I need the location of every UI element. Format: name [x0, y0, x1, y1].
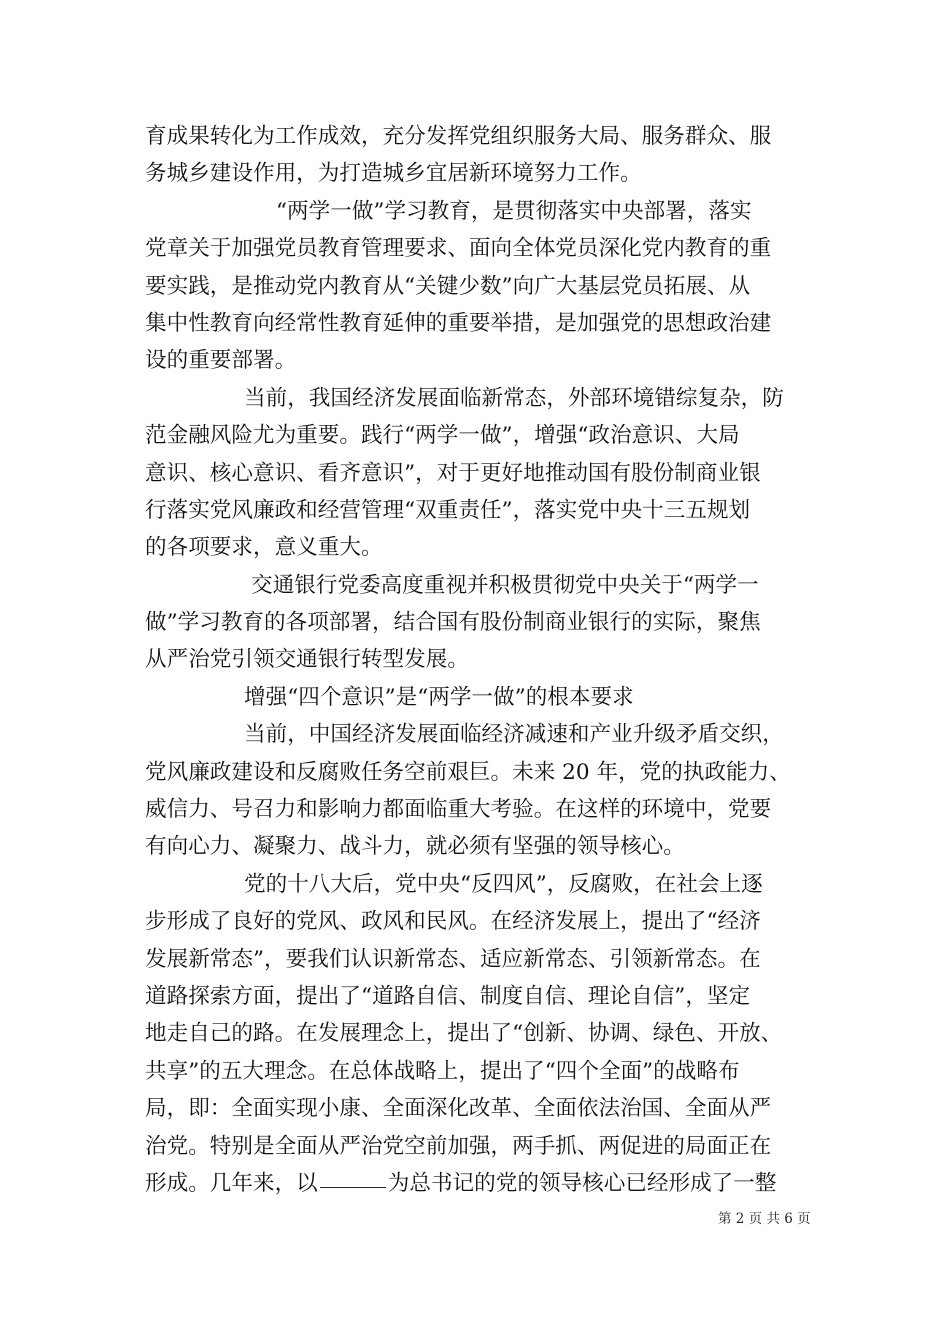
text-line: 党的十八大后，党中央“反四风”，反腐败，在社会上逐 [244, 871, 763, 897]
text-line: 当前，中国经济发展面临经济减速和产业升级矛盾交织， [244, 722, 784, 748]
text-line: 威信力、号召力和影响力都面临重大考验。在这样的环境中，党要 [145, 797, 772, 823]
page-number-footer: 第 2 页 共 6 页 [718, 1211, 811, 1227]
text-line: 党风廉政建设和反腐败任务空前艰巨。未来 20 年，党的执政能力、 [145, 759, 791, 785]
text-line: 做”学习教育的各项部署，结合国有股份制商业银行的实际，聚焦 [145, 610, 761, 636]
text-line: 的各项要求，意义重大。 [145, 535, 383, 561]
section-heading: 增强“四个意识”是“两学一做”的根本要求 [244, 684, 634, 710]
text-line: 范金融风险尤为重要。践行“两学一做”，增强“政治意识、大局 [145, 423, 740, 449]
text-after-blank: 为总书记的党的领导核心已经形成了一整 [387, 1170, 777, 1196]
text-line: 务城乡建设作用，为打造城乡宜居新环境努力工作。 [145, 161, 642, 187]
text-line [145, 1165, 807, 1202]
text-line: 共享”的五大理念。在总体战略上，提出了“四个全面”的战略布 [145, 1058, 740, 1084]
text-line: 当前，我国经济发展面临新常态，外部环境错综复杂，防 [244, 385, 784, 411]
text-line: 治党。特别是全面从严治党空前加强，两手抓、两促进的局面正在 [145, 1133, 772, 1159]
text-line: 道路探索方面，提出了“道路自信、制度自信、理论自信”，坚定 [145, 983, 751, 1009]
text-line: 设的重要部署。 [145, 348, 297, 374]
text-line: 发展新常态”，要我们认识新常态、适应新常态、引领新常态。在 [145, 946, 761, 972]
text-line: “两学一做”学习教育，是贯彻落实中央部署，落实 [276, 198, 752, 224]
text-line: 从严治党引领交通银行转型发展。 [145, 647, 469, 673]
text-line: 步形成了良好的党风、政风和民风。在经济发展上，提出了“经济 [145, 909, 761, 935]
text-line: 要实践，是推动党内教育从“关键少数”向广大基层党员拓展、从 [145, 273, 751, 299]
text-line: 意识、核心意识、看齐意识”，对于更好地推动国有股份制商业银 [145, 460, 761, 486]
text-line: 局，即：全面实现小康、全面深化改革、全面依法治国、全面从严 [145, 1096, 772, 1122]
text-line: 集中性教育向经常性教育延伸的重要举措，是加强党的思想政治建 [145, 310, 772, 336]
document-body [145, 118, 807, 1202]
text-line: 育成果转化为工作成效，充分发挥党组织服务大局、服务群众、服 [145, 124, 772, 149]
text-line: 行落实党风廉政和经营管理“双重责任”，落实党中央十三五规划 [145, 497, 751, 523]
text-line: 交通银行党委高度重视并积极贯彻党中央关于“两学一 [251, 572, 759, 598]
fill-in-blank [320, 1186, 386, 1188]
text-line: 地走自己的路。在发展理念上，提出了“创新、协调、绿色、开放、 [145, 1021, 783, 1047]
text-line: 有向心力、凝聚力、战斗力，就必须有坚强的领导核心。 [145, 834, 685, 860]
text-line: 党章关于加强党员教育管理要求、面向全体党员深化党内教育的重 [145, 236, 772, 262]
text-before-blank: 形成。几年来，以 [145, 1170, 318, 1196]
